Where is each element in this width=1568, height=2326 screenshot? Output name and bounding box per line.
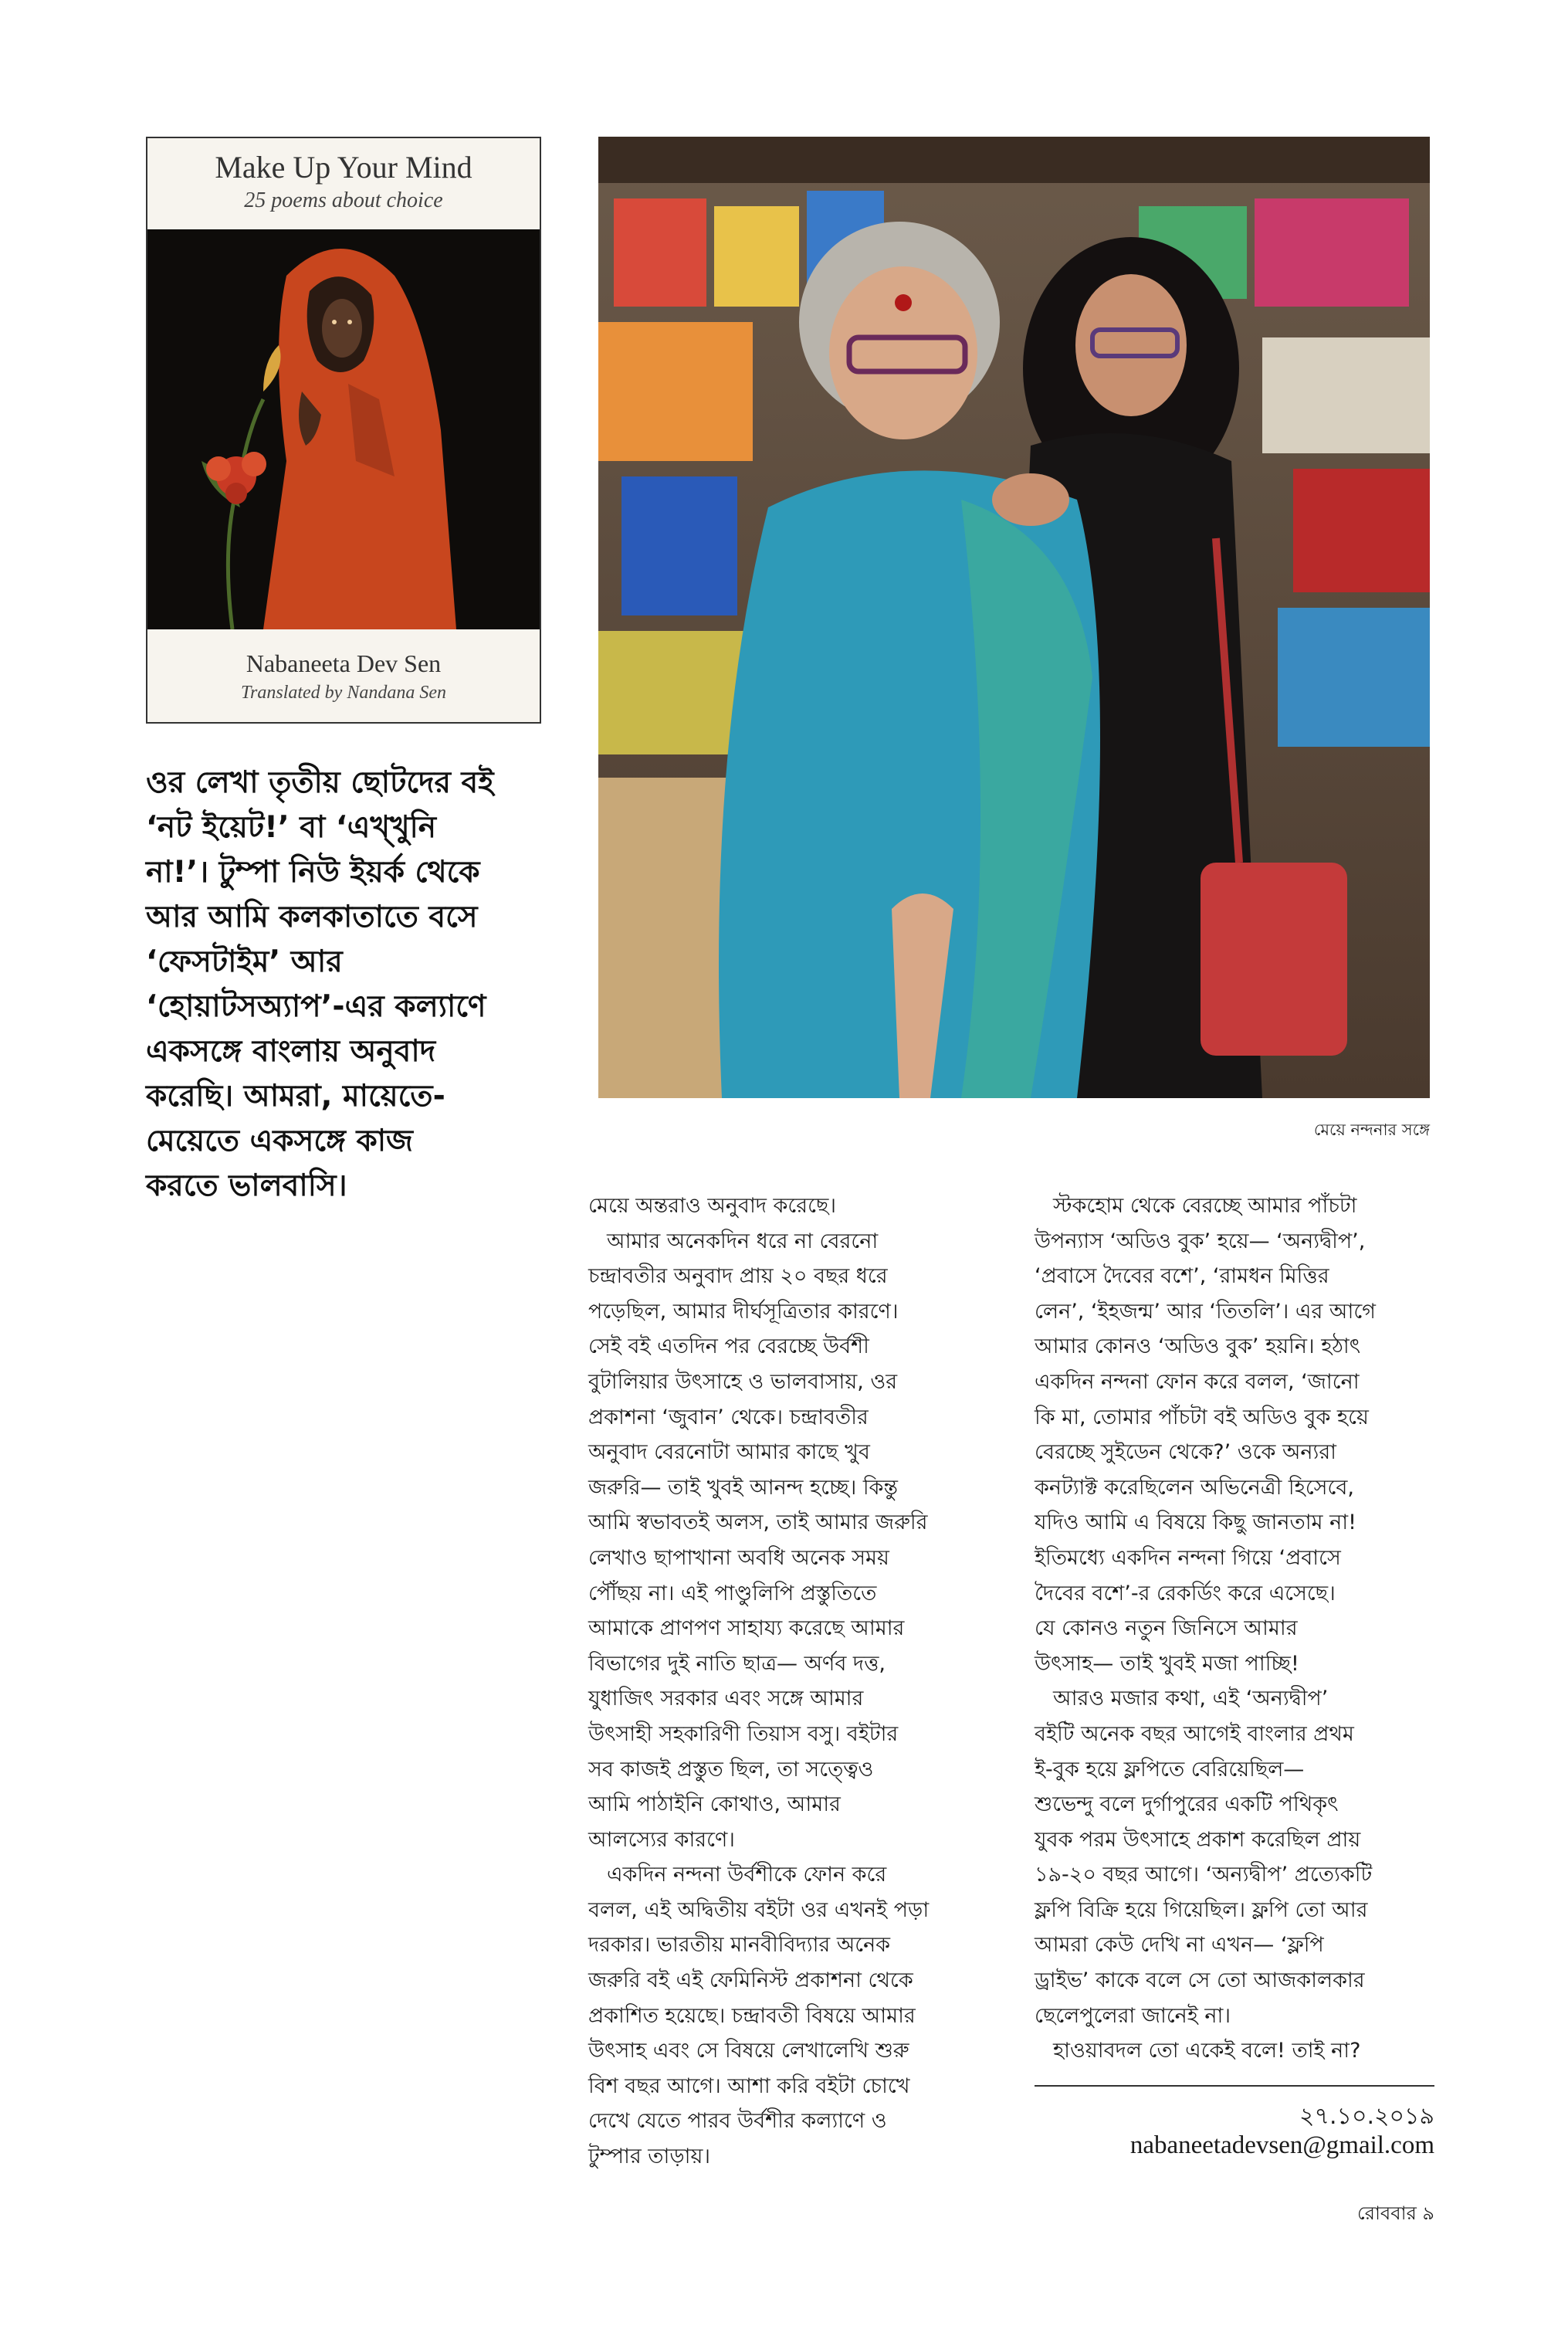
text-line: আমার কোনও ‘অডিও বুক’ হয়নি। হঠাৎ [1035,1334,1361,1359]
photo-caption: মেয়ে নন্দনার সঙ্গে [1313,1121,1430,1139]
text-line: কনট্যাক্ট করেছিলেন অভিনেত্রী হিসেবে, [1035,1475,1354,1500]
text-line: উৎসাহী সহকারিণী তিয়াস বসু। বইটার [588,1721,899,1746]
article-column-right [1035,1188,1436,2069]
text-line: ইতিমধ্যে একদিন নন্দনা গিয়ে ‘প্রবাসে [1035,1545,1341,1570]
text-line: বইটি অনেক বছর আগেই বাংলার প্রথম [1035,1721,1354,1746]
text-line: ই-বুক হয়ে ফ্লপিতে বেরিয়েছিল— [1035,1757,1305,1782]
text-line: চন্দ্রাবতীর অনুবাদ প্রায় ২০ বছর ধরে [588,1264,888,1289]
text-line: ড্রাইভ’ কাকে বলে সে তো আজকালকার [1035,1968,1365,1993]
text-line: টুম্পার তাড়ায়। [588,2145,711,2169]
text-line: সেই বই এতদিন পর বেরচ্ছে উর্বশী [588,1334,869,1359]
text-line: পৌঁছয় না। এই পাণ্ডুলিপি প্রস্তুতিতে [588,1581,877,1605]
text-line: ছেলেপুলেরা জানেই না। [1035,2003,1231,2028]
text-line: সব কাজই প্রস্তুত ছিল, তা সত্ত্বেও [588,1757,874,1782]
text-line: আমার অনেকদিন ধরে না বেরনো [607,1229,879,1253]
book-title: Make Up Your Mind [215,150,472,185]
text-line: জরুরি বই এই ফেমিনিস্ট প্রকাশনা থেকে [588,1968,913,1993]
pull-quote-line: ওর লেখা তৃতীয় ছোটদের বই [146,765,494,800]
text-line: একদিন নন্দনা উর্বশীকে ফোন করে [607,1863,887,1887]
text-line: দেখে যেতে পারব উর্বশীর কল্যাণে ও [588,2109,887,2134]
text-line: উপন্যাস ‘অডিও বুক’ হয়ে— ‘অন্যদ্বীপ’, [1035,1229,1366,1253]
text-line: দৈবের বশে’-র রেকর্ডিং করে এসেছে। [1035,1581,1336,1605]
text-line: বেরচ্ছে সুইডেন থেকে?’ ওকে অন্যরা [1035,1440,1337,1465]
book-subtitle: 25 poems about choice [244,188,443,212]
text-line: জরুরি— তাই খুবই আনন্দ হচ্ছে। কিন্তু [588,1475,899,1500]
text-line: লেখাও ছাপাখানা অবধি অনেক সময় [588,1545,889,1570]
text-line: কি মা, তোমার পাঁচটা বই অডিও বুক হয়ে [1035,1405,1369,1429]
text-line: যুধাজিৎ সরকার এবং সঙ্গে আমার [588,1687,864,1711]
text-line: যে কোনও নতুন জিনিসে আমার [1035,1616,1298,1641]
book-translator: Translated by Nandana Sen [240,683,446,703]
pull-quote-line: আর আমি কলকাতাতে বসে [146,900,478,934]
text-line: ফ্লপি বিক্রি হয়ে গিয়েছিল। ফ্লপি তো আর [1035,1897,1368,1922]
author-email[interactable]: nabaneetadevsen@gmail.com [1129,2131,1434,2159]
text-line: বুটালিয়ার উৎসাহে ও ভালবাসায়, ওর [588,1369,898,1394]
page-footer: রোববার ৯ [1357,2202,1434,2224]
text-line: পড়েছিল, আমার দীর্ঘসূত্রিতার কারণে। [588,1299,899,1324]
text-line: ‘প্রবাসে দৈবের বশে’, ‘রামধন মিত্তির [1035,1264,1329,1289]
pull-quote-line: ‘ফেসটাইম’ আর [146,944,343,979]
signature-divider [1035,2085,1434,2087]
text-line: আরও মজার কথা, এই ‘অন্যদ্বীপ’ [1053,1687,1329,1711]
text-line: আমি স্বভাবতই অলস, তাই আমার জরুরি [588,1511,928,1535]
pull-quote-line: করতে ভালবাসি। [146,1168,347,1203]
text-line: প্রকাশনা ‘জুবান’ থেকে। চন্দ্রাবতীর [588,1405,869,1429]
text-line: যুবক পরম উৎসাহে প্রকাশ করেছিল প্রায় [1035,1827,1361,1852]
text-line: ১৯-২০ বছর আগে। ‘অন্যদ্বীপ’ প্রত্যেকটি [1035,1863,1373,1887]
text-line: বলল, এই অদ্বিতীয় বইটা ওর এখনই পড়া [588,1897,930,1922]
text-line: আলস্যের কারণে। [588,1827,735,1852]
text-line: একদিন নন্দনা ফোন করে বলল, ‘জানো [1035,1369,1360,1394]
text-line: আমি পাঠাইনি কোথাও, আমার [588,1792,841,1817]
text-line: প্রকাশিত হয়েছে। চন্দ্রাবতী বিষয়ে আমার [588,2003,916,2028]
text-line: দরকার। ভারতীয় মানবীবিদ্যার অনেক [588,1933,891,1958]
text-line: মেয়ে অন্তরাও অনুবাদ করেছে। [588,1194,836,1218]
pull-quote-line: মেয়েতে একসঙ্গে কাজ [146,1124,413,1158]
text-line: বিভাগের দুই নাতি ছাত্র— অর্ণব দত্ত, [588,1651,886,1676]
text-line: হাওয়াবদল তো একেই বলে! তাই না? [1053,2039,1361,2063]
signature-date: ২৭.১০.২০১৯ [1299,2103,1434,2130]
article-column-left [588,1188,990,2175]
text-line: শুভেন্দু বলে দুর্গাপুরের একটি পথিকৃৎ [1035,1792,1339,1817]
cover-illustration [147,229,540,629]
text-line: অনুবাদ বেরনোটা আমার কাছে খুব [588,1440,870,1465]
pull-quote-line: একসঙ্গে বাংলায় অনুবাদ [146,1034,436,1069]
pull-quote-line: না!’। টুম্পা নিউ ইয়র্ক থেকে [146,855,480,890]
pull-quote [146,761,547,1209]
photo [598,137,1430,1098]
book-author: Nabaneeta Dev Sen [246,649,442,677]
pull-quote-line: ‘নট ইয়েট!’ বা ‘এখ্‌খুনি [146,810,437,845]
text-line: আমরা কেউ দেখি না এখন— ‘ফ্লপি [1035,1933,1324,1958]
text-line: উৎসাহ— তাই খুবই মজা পাচ্ছি! [1035,1651,1299,1676]
book-cover [146,137,541,724]
pull-quote-line: ‘হোয়াটসঅ্যাপ’-এর কল্যাণে [146,989,486,1024]
text-line: উৎসাহ এবং সে বিষয়ে লেখালেখি শুরু [588,2039,909,2063]
text-line: বিশ বছর আগে। আশা করি বইটা চোখে [588,2073,910,2098]
text-line: লেন’, ‘ইহজন্ম’ আর ‘তিতলি’। এর আগে [1035,1299,1376,1324]
text-line: যদিও আমি এ বিষয়ে কিছু জানতাম না! [1035,1511,1356,1535]
pull-quote-line: করেছি। আমরা, মায়েতে- [146,1079,445,1114]
text-line: স্টকহোম থেকে বেরচ্ছে আমার পাঁচটা [1053,1194,1357,1218]
text-line: আমাকে প্রাণপণ সাহায্য করেছে আমার [588,1616,905,1641]
